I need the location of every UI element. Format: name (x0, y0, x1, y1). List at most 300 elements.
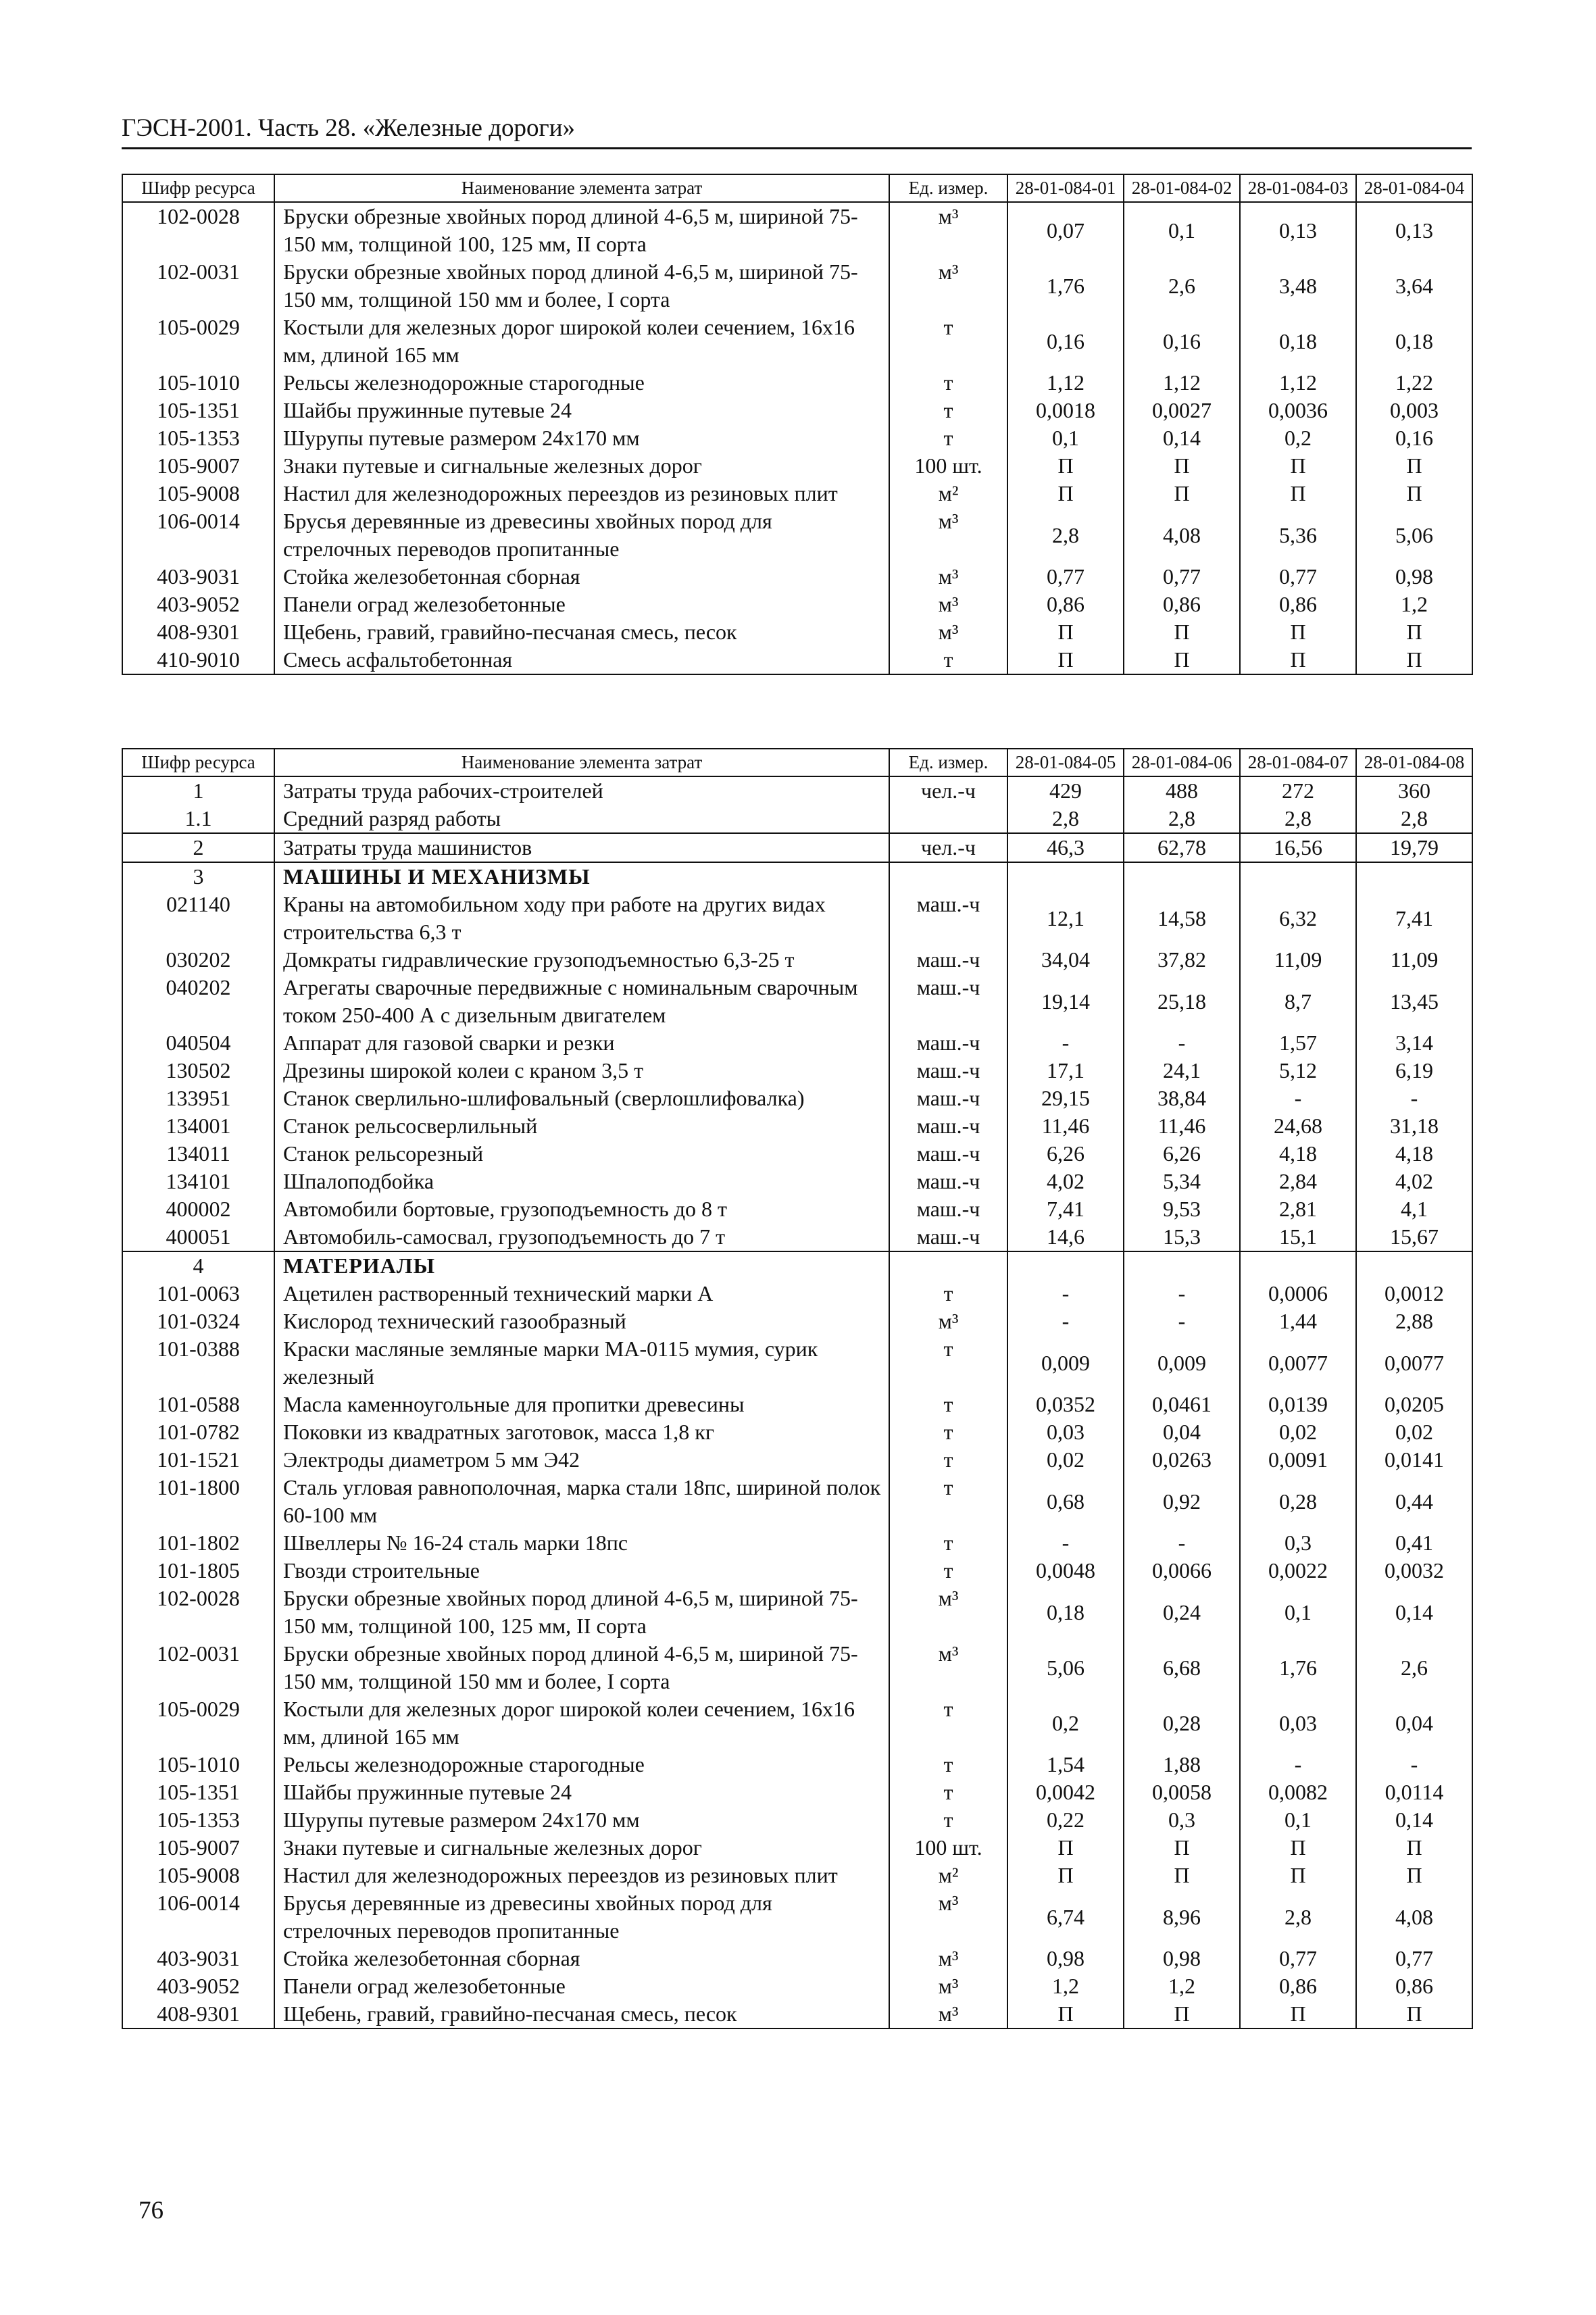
cost-element-name: Шайбы пружинные путевые 24 (274, 1778, 889, 1806)
section-header-row (122, 862, 1472, 891)
norm-value: 0,0352 (1007, 1391, 1124, 1418)
norm-value: 0,0091 (1240, 1446, 1356, 1474)
table-row (122, 424, 1472, 452)
norm-value: 12,1 (1007, 891, 1124, 946)
table-row (122, 776, 1472, 805)
unit-of-measure: 100 шт. (889, 452, 1007, 480)
table-row (122, 974, 1472, 1029)
resource-code: 102-0031 (122, 258, 274, 314)
table-row (122, 1945, 1472, 1972)
norm-value: 2,6 (1124, 258, 1240, 314)
unit-of-measure: маш.-ч (889, 974, 1007, 1029)
norm-value: 29,15 (1007, 1085, 1124, 1112)
resource-code: 102-0031 (122, 1640, 274, 1695)
norm-value: П (1240, 618, 1356, 646)
cost-element-name: Шурупы путевые размером 24х170 мм (274, 424, 889, 452)
table-row (122, 805, 1472, 833)
resource-table-2 (122, 748, 1473, 2029)
table-row (122, 1778, 1472, 1806)
cost-element-name: Панели оград железобетонные (274, 1972, 889, 2000)
norm-value: - (1240, 1751, 1356, 1778)
norm-value: 46,3 (1007, 833, 1124, 862)
norm-value: 4,02 (1007, 1168, 1124, 1195)
cost-element-name: Средний разряд работы (274, 805, 889, 833)
norm-value: 0,0022 (1240, 1557, 1356, 1585)
norm-value: 0,0205 (1356, 1391, 1472, 1418)
table-row (122, 1223, 1472, 1251)
norm-value: 0,0082 (1240, 1778, 1356, 1806)
norm-value: 6,26 (1007, 1140, 1124, 1168)
norm-value: 0,0263 (1124, 1446, 1240, 1474)
norm-value: 0,0141 (1356, 1446, 1472, 1474)
table-row (122, 1695, 1472, 1751)
norm-value: 360 (1356, 776, 1472, 805)
norm-value: 0,003 (1356, 397, 1472, 424)
norm-value: 0,0012 (1356, 1280, 1472, 1308)
unit-of-measure: чел.-ч (889, 833, 1007, 862)
norm-value: 0,02 (1007, 1446, 1124, 1474)
norm-value: - (1124, 1308, 1240, 1335)
norm-value: 0,02 (1240, 1418, 1356, 1446)
resource-code: 021140 (122, 891, 274, 946)
norm-value: 11,09 (1356, 946, 1472, 974)
norm-value: П (1356, 1862, 1472, 1889)
unit-of-measure: 100 шт. (889, 1834, 1007, 1862)
header-unit: Ед. измер. (889, 174, 1007, 202)
cost-element-name: Агрегаты сварочные передвижные с номинальным сварочным током 250-400 А с дизельным двигателем (274, 974, 889, 1029)
header-unit: Ед. измер. (889, 749, 1007, 776)
unit-of-measure: маш.-ч (889, 1029, 1007, 1057)
resource-code: 408-9301 (122, 2000, 274, 2028)
resource-code: 105-1353 (122, 1806, 274, 1834)
resource-code: 134011 (122, 1140, 274, 1168)
resource-code: 105-9007 (122, 1834, 274, 1862)
cost-element-name: Дрезины широкой колеи с краном 3,5 т (274, 1057, 889, 1085)
cost-element-name: Настил для железнодорожных переездов из резиновых плит (274, 1862, 889, 1889)
cost-element-name: Щебень, гравий, гравийно-песчаная смесь, песок (274, 2000, 889, 2028)
norm-value: 0,0036 (1240, 397, 1356, 424)
norm-value (1007, 862, 1124, 891)
norm-value: 0,98 (1124, 1945, 1240, 1972)
norm-value: 0,16 (1124, 314, 1240, 369)
norm-value: 3,48 (1240, 258, 1356, 314)
page-number: 76 (139, 2197, 164, 2224)
table-row (122, 1585, 1472, 1640)
norm-value: 0,77 (1356, 1945, 1472, 1972)
norm-value: 0,16 (1356, 424, 1472, 452)
resource-code: 130502 (122, 1057, 274, 1085)
norm-value: 0,13 (1356, 202, 1472, 258)
cost-element-name: Бруски обрезные хвойных пород длиной 4-6,5 м, шириной 75-150 мм, толщиной 150 мм и более, I сорта (274, 1640, 889, 1695)
table-row (122, 591, 1472, 618)
resource-code: 105-1010 (122, 1751, 274, 1778)
norm-value: 7,41 (1007, 1195, 1124, 1223)
resource-code: 105-9008 (122, 480, 274, 507)
header-col-4: 28-01-084-04 (1356, 174, 1472, 202)
unit-of-measure: м³ (889, 2000, 1007, 2028)
norm-value: 0,13 (1240, 202, 1356, 258)
table-row (122, 833, 1472, 862)
norm-value: 1,44 (1240, 1308, 1356, 1335)
table-row (122, 1308, 1472, 1335)
table-row (122, 1057, 1472, 1085)
norm-value: 2,8 (1124, 805, 1240, 833)
norm-value: П (1007, 1834, 1124, 1862)
norm-value: П (1240, 1862, 1356, 1889)
unit-of-measure: м² (889, 1862, 1007, 1889)
cost-element-name: Ацетилен растворенный технический марки А (274, 1280, 889, 1308)
resource-code: 403-9052 (122, 1972, 274, 2000)
unit-of-measure: маш.-ч (889, 1195, 1007, 1223)
table-row (122, 618, 1472, 646)
norm-value: 2,6 (1356, 1640, 1472, 1695)
norm-value: 0,0018 (1007, 397, 1124, 424)
norm-value: 1,2 (1356, 591, 1472, 618)
resource-code: 3 (122, 862, 274, 891)
norm-value: 2,8 (1356, 805, 1472, 833)
norm-value: 0,009 (1007, 1335, 1124, 1391)
norm-value: П (1240, 480, 1356, 507)
header-rule (122, 147, 1472, 149)
table-row (122, 1418, 1472, 1446)
norm-value: П (1007, 646, 1124, 674)
header-code: Шифр ресурса (122, 174, 274, 202)
norm-value: 4,1 (1356, 1195, 1472, 1223)
norm-value: 1,57 (1240, 1029, 1356, 1057)
header-col-7: 28-01-084-07 (1240, 749, 1356, 776)
norm-value: 14,6 (1007, 1223, 1124, 1251)
unit-of-measure: м³ (889, 563, 1007, 591)
resource-code: 408-9301 (122, 618, 274, 646)
cost-element-name: Шурупы путевые размером 24х170 мм (274, 1806, 889, 1834)
table-row (122, 1195, 1472, 1223)
norm-value: П (1007, 480, 1124, 507)
cost-element-name: Краны на автомобильном ходу при работе на других видах строительства 6,3 т (274, 891, 889, 946)
cost-element-name: Шайбы пружинные путевые 24 (274, 397, 889, 424)
norm-value: П (1240, 1834, 1356, 1862)
header-col-8: 28-01-084-08 (1356, 749, 1472, 776)
norm-value: - (1356, 1085, 1472, 1112)
norm-value: 429 (1007, 776, 1124, 805)
resource-code: 1.1 (122, 805, 274, 833)
norm-value: - (1240, 1085, 1356, 1112)
cost-element-name: Настил для железнодорожных переездов из резиновых плит (274, 480, 889, 507)
header-col-3: 28-01-084-03 (1240, 174, 1356, 202)
cost-element-name: Стойка железобетонная сборная (274, 1945, 889, 1972)
section-title: МАТЕРИАЛЫ (274, 1251, 889, 1280)
norm-value: 0,18 (1240, 314, 1356, 369)
unit-of-measure: чел.-ч (889, 776, 1007, 805)
cost-element-name: Бруски обрезные хвойных пород длиной 4-6,5 м, шириной 75-150 мм, толщиной 150 мм и более, I сорта (274, 258, 889, 314)
norm-value: 2,8 (1007, 805, 1124, 833)
norm-value: 19,14 (1007, 974, 1124, 1029)
table-row (122, 1029, 1472, 1057)
norm-value: 0,14 (1356, 1806, 1472, 1834)
norm-value: 15,1 (1240, 1223, 1356, 1251)
table-row (122, 507, 1472, 563)
norm-value: 14,58 (1124, 891, 1240, 946)
header-name: Наименование элемента затрат (274, 174, 889, 202)
norm-value: 0,04 (1124, 1418, 1240, 1446)
norm-value: 0,0114 (1356, 1778, 1472, 1806)
table-row (122, 1391, 1472, 1418)
unit-of-measure: т (889, 1474, 1007, 1529)
table-row (122, 480, 1472, 507)
norm-value: 0,0066 (1124, 1557, 1240, 1585)
resource-code: 134101 (122, 1168, 274, 1195)
unit-of-measure: т (889, 1806, 1007, 1834)
norm-value: П (1240, 646, 1356, 674)
unit-of-measure: т (889, 1778, 1007, 1806)
norm-value: 6,26 (1124, 1140, 1240, 1168)
norm-value: 0,2 (1240, 424, 1356, 452)
norm-value: П (1356, 2000, 1472, 2028)
norm-value: 0,77 (1124, 563, 1240, 591)
norm-value: 272 (1240, 776, 1356, 805)
table-row (122, 1335, 1472, 1391)
norm-value: 0,86 (1240, 591, 1356, 618)
header-col-2: 28-01-084-02 (1124, 174, 1240, 202)
norm-value: 6,19 (1356, 1057, 1472, 1085)
table-row (122, 1474, 1472, 1529)
resource-code: 105-1351 (122, 1778, 274, 1806)
unit-of-measure: маш.-ч (889, 1112, 1007, 1140)
unit-of-measure: м³ (889, 1640, 1007, 1695)
norm-value: 11,09 (1240, 946, 1356, 974)
norm-value: П (1356, 480, 1472, 507)
cost-element-name: Рельсы железнодорожные старогодные (274, 1751, 889, 1778)
resource-code: 102-0028 (122, 1585, 274, 1640)
norm-value (1007, 1251, 1124, 1280)
unit-of-measure: м³ (889, 202, 1007, 258)
cost-element-name: Поковки из квадратных заготовок, масса 1,8 кг (274, 1418, 889, 1446)
norm-value: 0,0461 (1124, 1391, 1240, 1418)
unit-of-measure: м³ (889, 1308, 1007, 1335)
page-header: ГЭСН-2001. Часть 28. «Железные дороги» (122, 114, 576, 142)
norm-value: 6,32 (1240, 891, 1356, 946)
norm-value: 0,0077 (1240, 1335, 1356, 1391)
norm-value: 6,68 (1124, 1640, 1240, 1695)
table-row (122, 1168, 1472, 1195)
norm-value: - (1124, 1529, 1240, 1557)
norm-value: П (1124, 1834, 1240, 1862)
resource-code: 105-1351 (122, 397, 274, 424)
norm-value: 0,03 (1007, 1418, 1124, 1446)
cost-element-name: Костыли для железных дорог широкой колеи сечением, 16х16 мм, длиной 165 мм (274, 1695, 889, 1751)
norm-value: 3,14 (1356, 1029, 1472, 1057)
unit-of-measure: м³ (889, 1945, 1007, 1972)
unit-of-measure: т (889, 1418, 1007, 1446)
table-header-row (122, 174, 1472, 202)
norm-value: 0,41 (1356, 1529, 1472, 1557)
resource-code: 2 (122, 833, 274, 862)
norm-value: - (1007, 1529, 1124, 1557)
table-header-row (122, 749, 1472, 776)
resource-code: 105-1353 (122, 424, 274, 452)
unit-of-measure: м³ (889, 258, 1007, 314)
norm-value: 1,22 (1356, 369, 1472, 397)
norm-value: 0,0048 (1007, 1557, 1124, 1585)
cost-element-name: Знаки путевые и сигнальные железных дорог (274, 452, 889, 480)
cost-element-name: Затраты труда рабочих-строителей (274, 776, 889, 805)
cost-element-name: Станок рельсосверлильный (274, 1112, 889, 1140)
norm-value: П (1240, 452, 1356, 480)
unit-of-measure: маш.-ч (889, 891, 1007, 946)
norm-value (1240, 862, 1356, 891)
norm-value (1240, 1251, 1356, 1280)
norm-value: П (1240, 2000, 1356, 2028)
norm-value: 0,0006 (1240, 1280, 1356, 1308)
table-row (122, 1806, 1472, 1834)
norm-value: 0,0077 (1356, 1335, 1472, 1391)
norm-value: 4,18 (1240, 1140, 1356, 1168)
norm-value: - (1124, 1029, 1240, 1057)
norm-value: 0,14 (1124, 424, 1240, 452)
norm-value: 5,34 (1124, 1168, 1240, 1195)
table-row (122, 563, 1472, 591)
norm-value: 1,12 (1240, 369, 1356, 397)
table-row (122, 1640, 1472, 1695)
norm-value: 0,98 (1007, 1945, 1124, 1972)
norm-value: 1,88 (1124, 1751, 1240, 1778)
norm-value: 62,78 (1124, 833, 1240, 862)
table-row (122, 1280, 1472, 1308)
norm-value: П (1124, 1862, 1240, 1889)
cost-element-name: Брусья деревянные из древесины хвойных пород для стрелочных переводов пропитанные (274, 507, 889, 563)
norm-value: П (1124, 452, 1240, 480)
norm-value: П (1356, 452, 1472, 480)
norm-value: 24,1 (1124, 1057, 1240, 1085)
unit-of-measure: т (889, 424, 1007, 452)
table-row (122, 646, 1472, 674)
norm-value: 0,86 (1356, 1972, 1472, 2000)
resource-code: 030202 (122, 946, 274, 974)
unit-of-measure: т (889, 1280, 1007, 1308)
table-row (122, 891, 1472, 946)
resource-code: 040504 (122, 1029, 274, 1057)
norm-value: П (1007, 452, 1124, 480)
norm-value: 4,08 (1124, 507, 1240, 563)
norm-value: 0,86 (1007, 591, 1124, 618)
norm-value: 2,84 (1240, 1168, 1356, 1195)
unit-of-measure: маш.-ч (889, 1140, 1007, 1168)
norm-value: 0,1 (1007, 424, 1124, 452)
unit-of-measure: т (889, 1335, 1007, 1391)
norm-value: 0,28 (1124, 1695, 1240, 1751)
norm-value: 0,2 (1007, 1695, 1124, 1751)
header-col-5: 28-01-084-05 (1007, 749, 1124, 776)
resource-code: 105-0029 (122, 1695, 274, 1751)
norm-value: 0,86 (1240, 1972, 1356, 2000)
norm-value: 4,08 (1356, 1889, 1472, 1945)
table-row (122, 1751, 1472, 1778)
norm-value: 38,84 (1124, 1085, 1240, 1112)
norm-value: 0,98 (1356, 563, 1472, 591)
norm-value (1356, 1251, 1472, 1280)
resource-code: 106-0014 (122, 1889, 274, 1945)
resource-code: 403-9031 (122, 1945, 274, 1972)
norm-value: 1,76 (1007, 258, 1124, 314)
norm-value: 0,92 (1124, 1474, 1240, 1529)
norm-value: 0,3 (1240, 1529, 1356, 1557)
norm-value: 1,2 (1007, 1972, 1124, 2000)
norm-value: 11,46 (1124, 1112, 1240, 1140)
unit-of-measure: м³ (889, 591, 1007, 618)
norm-value: 13,45 (1356, 974, 1472, 1029)
norm-value: 0,18 (1356, 314, 1472, 369)
resource-code: 101-0782 (122, 1418, 274, 1446)
table-row (122, 258, 1472, 314)
norm-value: 3,64 (1356, 258, 1472, 314)
table-row (122, 1529, 1472, 1557)
unit-of-measure: маш.-ч (889, 1057, 1007, 1085)
unit-of-measure: маш.-ч (889, 1223, 1007, 1251)
unit-of-measure: т (889, 1391, 1007, 1418)
table-row (122, 1085, 1472, 1112)
norm-value: 488 (1124, 776, 1240, 805)
resource-code: 410-9010 (122, 646, 274, 674)
norm-value: 0,03 (1240, 1695, 1356, 1751)
table-row (122, 2000, 1472, 2028)
resource-code: 101-1800 (122, 1474, 274, 1529)
cost-element-name: Рельсы железнодорожные старогодные (274, 369, 889, 397)
unit-of-measure: т (889, 397, 1007, 424)
norm-value: - (1007, 1308, 1124, 1335)
unit-of-measure: маш.-ч (889, 1168, 1007, 1195)
unit-of-measure: т (889, 646, 1007, 674)
cost-element-name: Станок рельсорезный (274, 1140, 889, 1168)
norm-value: 0,28 (1240, 1474, 1356, 1529)
norm-value: 0,14 (1356, 1585, 1472, 1640)
table-row (122, 1972, 1472, 2000)
norm-value: 0,24 (1124, 1585, 1240, 1640)
norm-value: 9,53 (1124, 1195, 1240, 1223)
unit-of-measure: т (889, 1529, 1007, 1557)
norm-value: 6,74 (1007, 1889, 1124, 1945)
resource-code: 105-0029 (122, 314, 274, 369)
norm-value: - (1124, 1280, 1240, 1308)
cost-element-name: Шпалоподбойка (274, 1168, 889, 1195)
section-title: МАШИНЫ И МЕХАНИЗМЫ (274, 862, 889, 891)
cost-element-name: Бруски обрезные хвойных пород длиной 4-6,5 м, шириной 75-150 мм, толщиной 100, 125 мм, II сорта (274, 202, 889, 258)
norm-value: 0,18 (1007, 1585, 1124, 1640)
norm-value: 1,54 (1007, 1751, 1124, 1778)
table-row (122, 1862, 1472, 1889)
norm-value: 2,88 (1356, 1308, 1472, 1335)
header-col-6: 28-01-084-06 (1124, 749, 1240, 776)
norm-value: П (1007, 2000, 1124, 2028)
header-col-1: 28-01-084-01 (1007, 174, 1124, 202)
norm-value: П (1356, 618, 1472, 646)
cost-element-name: Кислород технический газообразный (274, 1308, 889, 1335)
unit-of-measure (889, 862, 1007, 891)
cost-element-name: Швеллеры № 16-24 сталь марки 18пс (274, 1529, 889, 1557)
norm-value: - (1007, 1280, 1124, 1308)
resource-table-1 (122, 174, 1473, 675)
cost-element-name: Затраты труда машинистов (274, 833, 889, 862)
resource-code: 105-1010 (122, 369, 274, 397)
norm-value: 5,06 (1007, 1640, 1124, 1695)
unit-of-measure: м³ (889, 1972, 1007, 2000)
resource-code: 101-0324 (122, 1308, 274, 1335)
norm-value: 1,76 (1240, 1640, 1356, 1695)
resource-code: 133951 (122, 1085, 274, 1112)
norm-value: 0,1 (1240, 1806, 1356, 1834)
norm-value: 0,22 (1007, 1806, 1124, 1834)
cost-element-name: Бруски обрезные хвойных пород длиной 4-6,5 м, шириной 75-150 мм, толщиной 100, 125 мм, II сорта (274, 1585, 889, 1640)
norm-value: П (1124, 646, 1240, 674)
norm-value: 5,36 (1240, 507, 1356, 563)
